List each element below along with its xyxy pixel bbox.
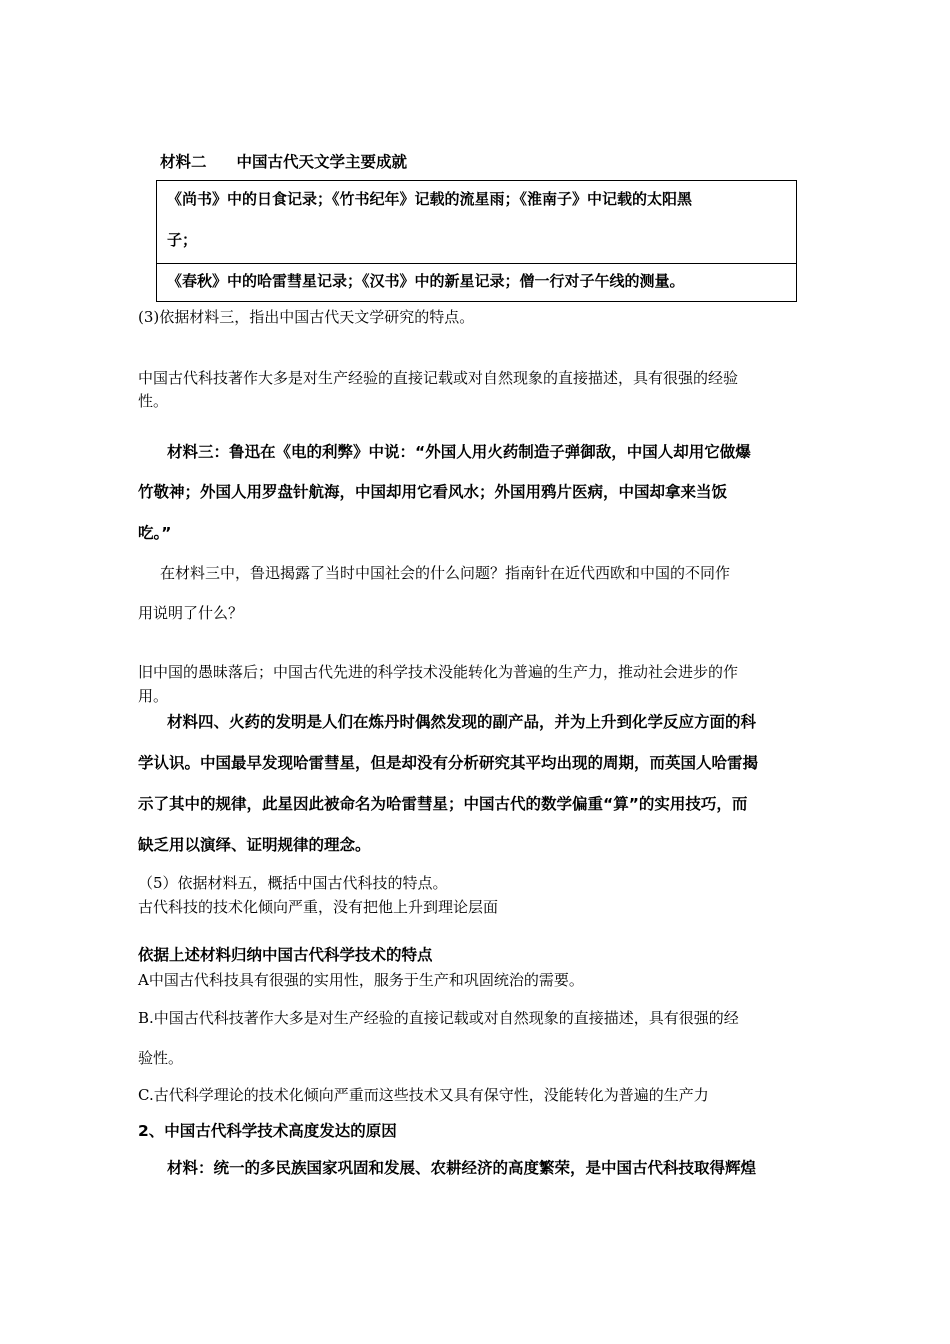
table-cell-line: 《尚书》中的日食记录；《竹书纪年》记载的流星雨；《淮南子》中记载的太阳黑 [167, 190, 693, 208]
material3-question: 用说明了什么？ [138, 604, 244, 622]
material4-text: 材料四、火药的发明是人们在炼丹时偶然发现的副产品，并为上升到化学反应方面的科 [167, 713, 757, 731]
section2-heading: 2、中国古代科学技术高度发达的原因 [138, 1122, 397, 1140]
material2-table [156, 180, 797, 302]
table-row [157, 181, 796, 264]
summary-heading: 依据上述材料归纳中国古代科学技术的特点 [138, 946, 433, 964]
material3-text: 竹敬神；外国人用罗盘针航海，中国却用它看风水；外国用鸦片医病，中国却拿来当饭 [138, 483, 728, 501]
q5-answer: 古代科技的技术化倾向严重，没有把他上升到理论层面 [138, 898, 499, 916]
q5-question: （5）依据材料五，概括中国古代科技的特点。 [138, 874, 448, 892]
section2-material: 材料：统一的多民族国家巩固和发展、农耕经济的高度繁荣，是中国古代科技取得辉煌 [167, 1159, 757, 1177]
q3-answer-line: 性。 [138, 392, 169, 410]
summary-point-b: B.中国古代科技著作大多是对生产经验的直接记载或对自然现象的直接描述，具有很强的经 [138, 1009, 739, 1027]
summary-point-b: 验性。 [138, 1049, 184, 1067]
material3-answer: 用。 [138, 687, 169, 705]
summary-point-c: C.古代科学理论的技术化倾向严重而这些技术又具有保守性，没能转化为普遍的生产力 [138, 1086, 709, 1104]
material4-text: 学认识。中国最早发现哈雷彗星，但是却没有分析研究其平均出现的周期，而英国人哈雷揭 [138, 754, 759, 772]
material4-text: 示了其中的规律，此星因此被命名为哈雷彗星；中国古代的数学偏重“算”的实用技巧，而 [138, 795, 748, 813]
material3-answer: 旧中国的愚昧落后；中国古代先进的科学技术没能转化为普遍的生产力，推动社会进步的作 [138, 663, 739, 681]
material2-title: 中国古代天文学主要成就 [236, 153, 408, 171]
table-cell-line: 子； [167, 231, 198, 249]
q3-answer-line: 中国古代科技著作大多是对生产经验的直接记载或对自然现象的直接描述，具有很强的经验 [138, 369, 739, 387]
material4-text: 缺乏用以演绎、证明规律的理念。 [138, 836, 371, 854]
table-row: 《春秋》中的哈雷彗星记录；《汉书》中的新星记录；僧一行对子午线的测量。 [167, 272, 685, 290]
material2-heading [160, 150, 407, 172]
material3-question: 在材料三中，鲁迅揭露了当时中国社会的什么问题？指南针在近代西欧和中国的不同作 [160, 564, 731, 582]
material3-text: 吃。” [138, 524, 172, 542]
summary-point-a: A中国古代科技具有很强的实用性，服务于生产和巩固统治的需要。 [138, 971, 584, 989]
q3-question: (3)依据材料三，指出中国古代天文学研究的特点。 [138, 308, 475, 326]
material2-label: 材料二 [160, 153, 207, 171]
material3-text: 材料三：鲁迅在《电的利弊》中说：“外国人用火药制造子弹御敌，中国人却用它做爆 [167, 443, 751, 461]
